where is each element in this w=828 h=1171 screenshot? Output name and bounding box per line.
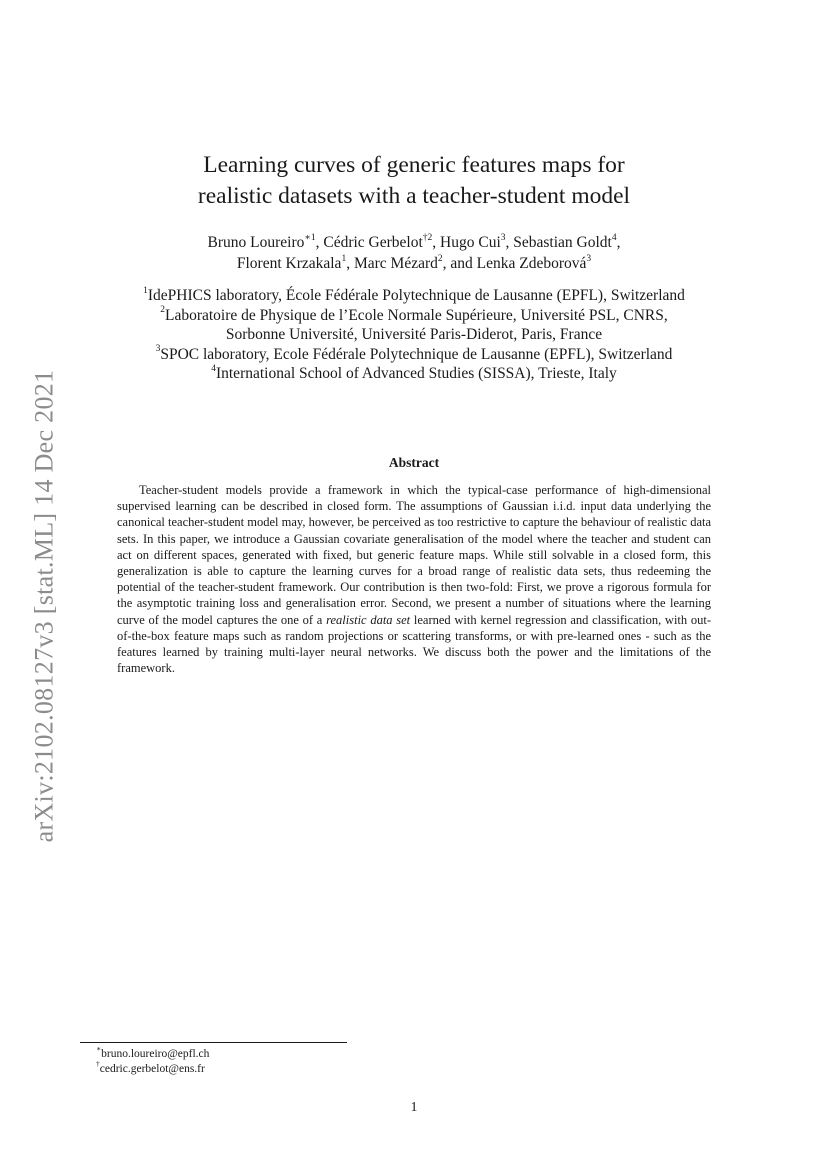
author-name: Sebastian Goldt <box>513 234 612 251</box>
author-affiliation-mark: ∗1 <box>304 232 316 243</box>
author-name: Cédric Gerbelot <box>323 234 423 251</box>
author-name: Lenka Zdeborová <box>476 255 587 272</box>
author-name: Florent Krzakala <box>236 255 342 272</box>
author-line-1: Bruno Loureiro$^{∗1}$, Cédric Gerbelot$^{\dagger 2}$, Hugo Cui$^3$, Sebastian Goldt$^4$, <box>207 232 621 251</box>
author-line-2: Florent Krzakala$^1$, Marc Mézard$^2$, and Lenka Zdeborová$^3$ <box>236 253 592 272</box>
author-name: Bruno Loureiro <box>207 234 305 251</box>
affiliation-list <box>0 286 828 384</box>
footnote-2 <box>96 1059 209 1077</box>
affiliation-mark: 3 <box>155 344 161 355</box>
title-line-2: realistic datasets with a teacher-student model <box>197 183 631 209</box>
affiliation-text: Laboratoire de Physique de l’Ecole Normale Supérieure, Université PSL, CNRS, <box>164 306 668 324</box>
abstract-heading: Abstract <box>388 455 440 470</box>
paper-title <box>0 150 828 212</box>
title-line-1: Learning curves of generic features maps for <box>203 152 625 178</box>
footnote-mark: ∗ <box>96 1044 102 1054</box>
abstract-emphasis: realistic data set <box>326 612 411 627</box>
affiliation-text: International School of Advanced Studies (SISSA), Trieste, Italy <box>215 365 617 382</box>
affiliation-mark: 1 <box>143 285 148 296</box>
footnote-email: cedric.gerbelot@ens.fr <box>99 1063 205 1075</box>
author-affiliation-mark: 2 <box>437 253 443 264</box>
abstract-body <box>117 482 711 676</box>
footnote-email: bruno.loureiro@epfl.ch <box>101 1048 210 1060</box>
author-conjunction: and <box>450 255 473 272</box>
footnote-1 <box>96 1044 210 1062</box>
author-affiliation-mark: 1 <box>341 253 347 264</box>
affiliation-text: SPOC laboratory, Ecole Fédérale Polytechnique de Lausanne (EPFL), Switzerland <box>160 345 673 363</box>
affiliation-2 <box>0 306 828 326</box>
footnotes <box>96 1044 210 1077</box>
affiliation-text: Sorbonne Université, Université Paris-Diderot, Paris, France <box>225 326 603 343</box>
abstract-text-part-2: learned with kernel regression and classification, with out-of-the-box feature maps such as random projections or scattering transforms, or with pre-learned ones - such as the features learned by training multi-layer neural networks. We discuss both the power and the limitations of the framework. <box>117 612 711 676</box>
author-affiliation-mark: 3 <box>586 253 592 264</box>
arxiv-stamp <box>28 352 60 860</box>
footnote-rule <box>80 1042 347 1043</box>
page-number: 1 <box>410 1100 418 1115</box>
arxiv-identifier: arXiv:2102.08127v3 [stat.ML] 14 Dec 2021 <box>29 369 59 843</box>
affiliation-text: IdePHICS laboratory, École Fédérale Polytechnique de Lausanne (EPFL), Switzerland <box>147 287 685 304</box>
author-affiliation-mark: †2 <box>422 232 433 243</box>
author-affiliation-mark: 3 <box>500 232 506 243</box>
affiliation-3 <box>0 345 828 365</box>
affiliation-1 <box>0 286 828 306</box>
author-name: Hugo Cui <box>440 234 501 251</box>
abstract-text-part-1: Teacher-student models provide a framework in which the typical-case performance of high-dimensional supervised learning can be described in closed form. The assumptions of Gaussian i.i.d. input data underlying the canonical teacher-student model may, however, be perceived as too restrictive to capture the behaviour of realistic data sets. In this paper, we introduce a Gaussian covariate generalisation of the model where the teacher and student can act on different spaces, generated with fixed, but generic feature maps. While still solvable in a closed form, this generalization is able to capture the learning curves for a broad range of realistic data sets, thus redeeming the potential of the teacher-student framework. Our contribution is then two-fold: First, we prove a rigorous formula for the asymptotic training loss and generalisation error. Second, we present a number of situations where the learning curve of the model captures the one of a <box>117 483 712 627</box>
author-name: Marc Mézard <box>353 255 438 272</box>
affiliation-mark: 4 <box>211 363 216 374</box>
footnote-mark: † <box>96 1059 100 1069</box>
affiliation-2-continued <box>0 325 828 345</box>
author-affiliation-mark: 4 <box>611 232 617 243</box>
affiliation-4 <box>0 364 828 384</box>
author-list <box>0 232 828 274</box>
affiliation-mark: 2 <box>160 305 165 316</box>
